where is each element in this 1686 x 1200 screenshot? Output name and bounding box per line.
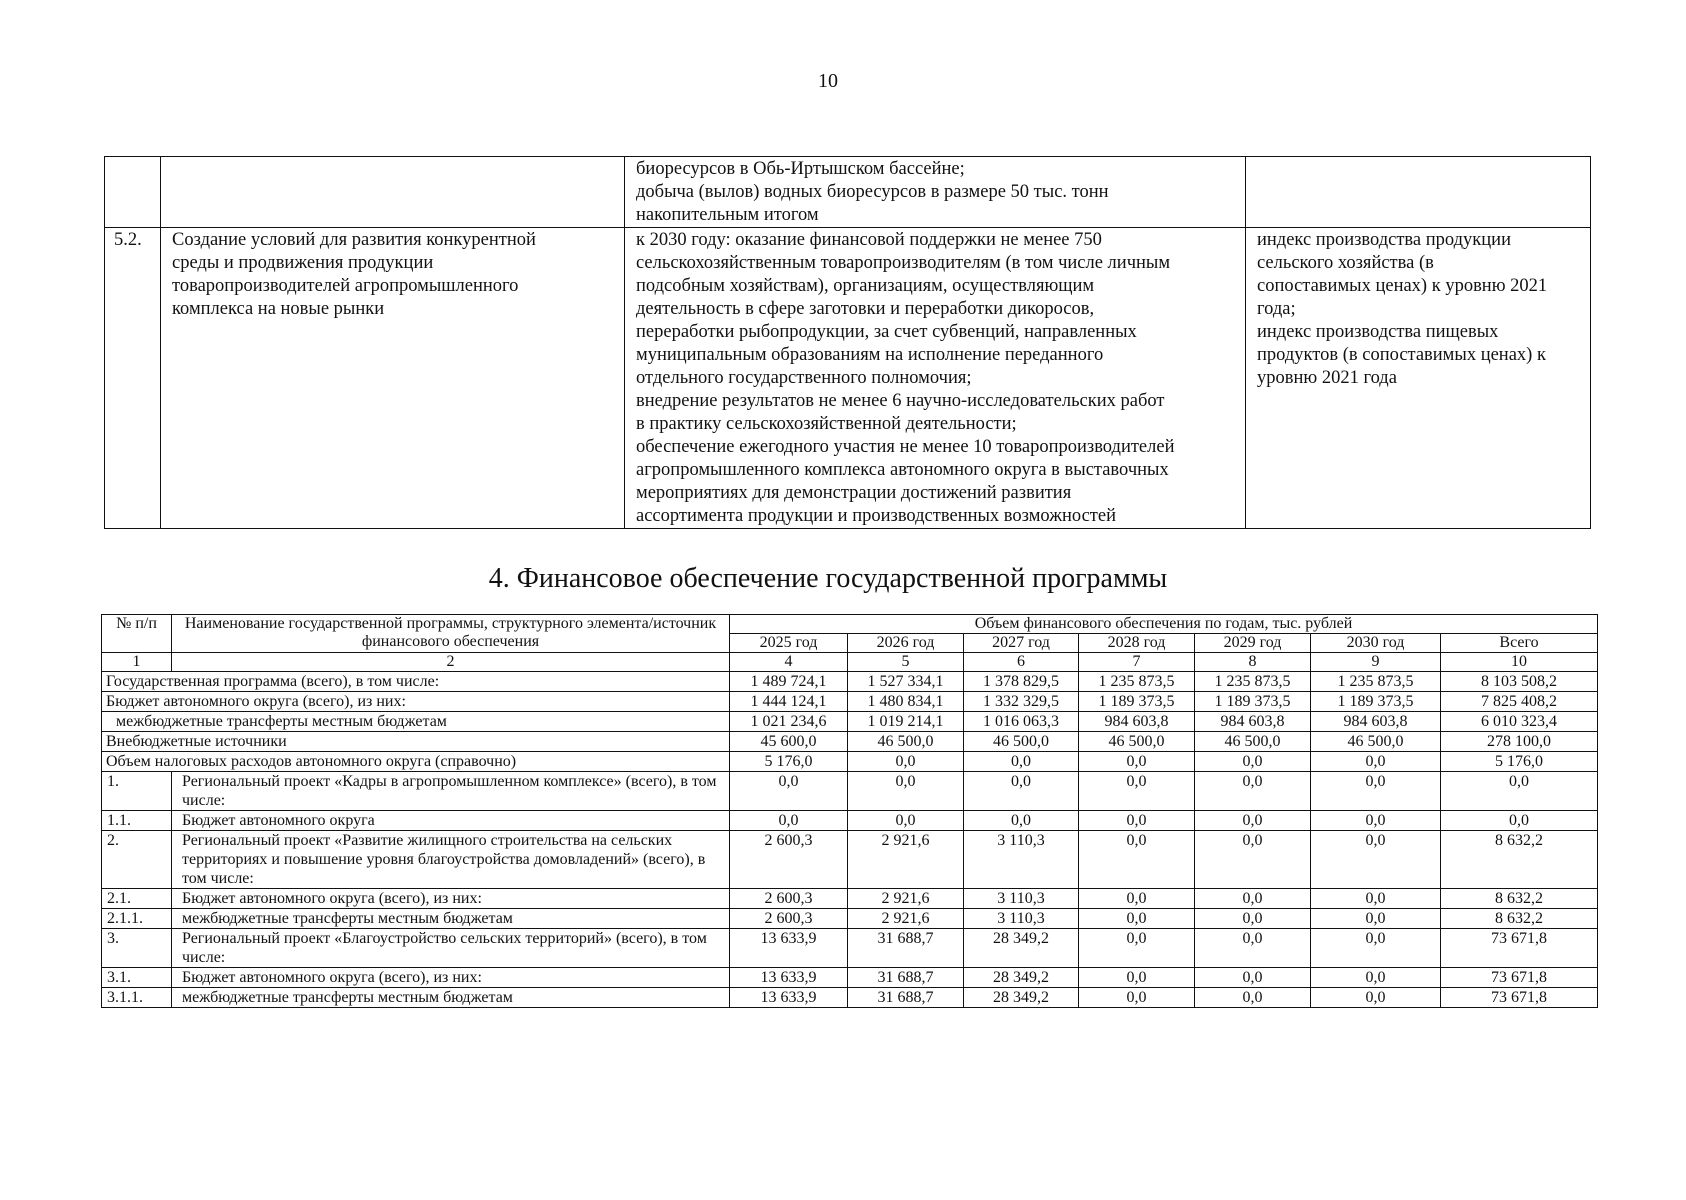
objective-indicators-line: сопоставимых ценах) к уровню 2021	[1257, 276, 1548, 296]
objective-row	[105, 228, 1591, 529]
row-label: межбюджетные трансферты местным бюджетам	[102, 712, 730, 732]
amount-cell: 0,0	[1311, 909, 1441, 929]
amount-cell: 13 633,9	[730, 988, 848, 1008]
amount-cell: 0,0	[1311, 889, 1441, 909]
amount-cell: 2 600,3	[730, 831, 848, 889]
objective-indicators-line: индекс производства продукции	[1257, 230, 1511, 250]
amount-cell: 1 489 724,1	[730, 672, 848, 692]
amount-cell: 1 480 834,1	[848, 692, 964, 712]
finance-item-row	[102, 772, 1598, 811]
header-group: Объем финансового обеспечения по годам, тыс. рублей	[730, 615, 1598, 634]
objective-results	[625, 228, 1246, 529]
finance-summary-row	[102, 752, 1598, 772]
row-label: Внебюджетные источники	[102, 732, 730, 752]
amount-cell: 1 527 334,1	[848, 672, 964, 692]
col-number: 9	[1311, 653, 1441, 672]
amount-cell: 0,0	[1311, 988, 1441, 1008]
amount-cell: 0,0	[1079, 909, 1195, 929]
item-name: Региональный проект «Благоустройство сельских территорий» (всего), в том числе:	[172, 929, 730, 968]
amount-cell: 6 010 323,4	[1441, 712, 1598, 732]
objective-results-line: биоресурсов в Обь-Иртышском бассейне;	[636, 159, 965, 179]
objective-task	[161, 228, 625, 529]
item-number: 2.	[102, 831, 172, 889]
header-year: 2030 год	[1311, 634, 1441, 653]
amount-cell: 8 632,2	[1441, 889, 1598, 909]
amount-cell: 1 021 234,6	[730, 712, 848, 732]
amount-cell: 3 110,3	[964, 909, 1079, 929]
item-name: Бюджет автономного округа (всего), из них:	[172, 889, 730, 909]
col-number: 8	[1195, 653, 1311, 672]
amount-cell: 0,0	[964, 811, 1079, 831]
amount-cell: 0,0	[1079, 811, 1195, 831]
finance-summary-row	[102, 672, 1598, 692]
amount-cell: 73 671,8	[1441, 929, 1598, 968]
amount-cell: 0,0	[1079, 772, 1195, 811]
item-number: 3.1.	[102, 968, 172, 988]
header-year: 2029 год	[1195, 634, 1311, 653]
row-label: Государственная программа (всего), в том числе:	[102, 672, 730, 692]
item-number: 2.1.1.	[102, 909, 172, 929]
col-number: 10	[1441, 653, 1598, 672]
amount-cell: 0,0	[1079, 968, 1195, 988]
amount-cell: 0,0	[1195, 968, 1311, 988]
amount-cell: 1 235 873,5	[1195, 672, 1311, 692]
finance-table-body	[102, 615, 1598, 1008]
finance-summary-row	[102, 692, 1598, 712]
amount-cell: 2 921,6	[848, 889, 964, 909]
objective-indicators-line: индекс производства пищевых	[1257, 322, 1499, 342]
objective-results-line: накопительным итогом	[636, 205, 819, 225]
amount-cell: 1 235 873,5	[1079, 672, 1195, 692]
amount-cell: 2 600,3	[730, 889, 848, 909]
col-number: 2	[172, 653, 730, 672]
amount-cell: 46 500,0	[1195, 732, 1311, 752]
amount-cell: 8 632,2	[1441, 909, 1598, 929]
amount-cell: 1 016 063,3	[964, 712, 1079, 732]
amount-cell: 0,0	[1195, 929, 1311, 968]
finance-item-row	[102, 909, 1598, 929]
header-total: Всего	[1441, 634, 1598, 653]
finance-item-row	[102, 811, 1598, 831]
item-name: межбюджетные трансферты местным бюджетам	[172, 909, 730, 929]
amount-cell: 0,0	[1441, 811, 1598, 831]
objective-task-line: Создание условий для развития конкурентной	[172, 230, 536, 250]
amount-cell: 278 100,0	[1441, 732, 1598, 752]
objectives-table	[104, 156, 1591, 529]
finance-summary-row	[102, 732, 1598, 752]
header-row-top	[102, 615, 1598, 634]
header-name: Наименование государственной программы, структурного элемента/источник финансового обеспечения	[172, 615, 730, 653]
amount-cell: 3 110,3	[964, 831, 1079, 889]
amount-cell: 0,0	[1079, 752, 1195, 772]
amount-cell: 0,0	[848, 811, 964, 831]
amount-cell: 0,0	[1311, 968, 1441, 988]
amount-cell: 0,0	[1195, 988, 1311, 1008]
objective-results-line: сельскохозяйственным товаропроизводителям (в том числе личным	[636, 253, 1171, 273]
amount-cell: 0,0	[1079, 929, 1195, 968]
amount-cell: 2 600,3	[730, 909, 848, 929]
amount-cell: 0,0	[1079, 831, 1195, 889]
amount-cell: 2 921,6	[848, 909, 964, 929]
item-name: межбюджетные трансферты местным бюджетам	[172, 988, 730, 1008]
amount-cell: 1 332 329,5	[964, 692, 1079, 712]
header-year: 2027 год	[964, 634, 1079, 653]
objective-task-line: товаропроизводителей агропромышленного	[172, 276, 519, 296]
item-number: 3.1.1.	[102, 988, 172, 1008]
objective-task	[161, 157, 625, 228]
amount-cell: 46 500,0	[1079, 732, 1195, 752]
amount-cell: 73 671,8	[1441, 968, 1598, 988]
amount-cell: 28 349,2	[964, 968, 1079, 988]
objective-results-line: ассортимента продукции и производственных возможностей	[636, 506, 1116, 526]
amount-cell: 28 349,2	[964, 988, 1079, 1008]
amount-cell: 8 103 508,2	[1441, 672, 1598, 692]
amount-cell: 1 019 214,1	[848, 712, 964, 732]
col-number: 6	[964, 653, 1079, 672]
objective-number	[105, 157, 161, 228]
amount-cell: 1 235 873,5	[1311, 672, 1441, 692]
col-number: 4	[730, 653, 848, 672]
amount-cell: 45 600,0	[730, 732, 848, 752]
objective-results-line: добыча (вылов) водных биоресурсов в размере 50 тыс. тонн	[636, 182, 1109, 202]
objective-indicators-line: года;	[1257, 299, 1296, 319]
objective-results-line: обеспечение ежегодного участия не менее 10 товаропроизводителей	[636, 437, 1175, 457]
objective-results-line: внедрение результатов не менее 6 научно-исследовательских работ	[636, 391, 1165, 411]
header-num: № п/п	[102, 615, 172, 653]
objective-results	[625, 157, 1246, 228]
amount-cell: 0,0	[1195, 752, 1311, 772]
amount-cell: 31 688,7	[848, 988, 964, 1008]
amount-cell: 0,0	[848, 752, 964, 772]
amount-cell: 7 825 408,2	[1441, 692, 1598, 712]
amount-cell: 0,0	[964, 772, 1079, 811]
finance-table	[101, 614, 1598, 1008]
item-name: Региональный проект «Развитие жилищного строительства на сельских территориях и повышение уровня благоустройства домовладений» (всего), в том числе:	[172, 831, 730, 889]
objective-indicators-line: уровню 2021 года	[1257, 368, 1397, 388]
item-number: 2.1.	[102, 889, 172, 909]
header-year: 2025 год	[730, 634, 848, 653]
amount-cell: 0,0	[1195, 811, 1311, 831]
objective-results-line: отдельного государственного полномочия;	[636, 368, 972, 388]
amount-cell: 1 444 124,1	[730, 692, 848, 712]
objective-results-line: мероприятиях для демонстрации достижений развития	[636, 483, 1072, 503]
col-number: 1	[102, 653, 172, 672]
objective-results-line: в практику сельскохозяйственной деятельности;	[636, 414, 1017, 434]
finance-item-row	[102, 831, 1598, 889]
header-year: 2026 год	[848, 634, 964, 653]
objective-results-line: деятельность в сфере заготовки и переработки дикоросов,	[636, 299, 1095, 319]
amount-cell: 73 671,8	[1441, 988, 1598, 1008]
objective-number: 5.2.	[105, 228, 161, 529]
header-year: 2028 год	[1079, 634, 1195, 653]
amount-cell: 0,0	[730, 811, 848, 831]
amount-cell: 2 921,6	[848, 831, 964, 889]
item-number: 1.	[102, 772, 172, 811]
amount-cell: 0,0	[1311, 831, 1441, 889]
amount-cell: 0,0	[730, 772, 848, 811]
amount-cell: 8 632,2	[1441, 831, 1598, 889]
amount-cell: 1 189 373,5	[1079, 692, 1195, 712]
amount-cell: 0,0	[1195, 772, 1311, 811]
amount-cell: 0,0	[1311, 929, 1441, 968]
amount-cell: 0,0	[1311, 772, 1441, 811]
objective-row	[105, 157, 1591, 228]
page-number: 10	[818, 70, 838, 92]
objective-indicators	[1246, 157, 1591, 228]
amount-cell: 1 189 373,5	[1311, 692, 1441, 712]
objective-results-line: к 2030 году: оказание финансовой поддержки не менее 750	[636, 230, 1102, 250]
objective-results-line: переработки рыбопродукции, за счет субвенций, направленных	[636, 322, 1137, 342]
amount-cell: 28 349,2	[964, 929, 1079, 968]
finance-summary-row	[102, 712, 1598, 732]
amount-cell: 0,0	[1079, 988, 1195, 1008]
amount-cell: 0,0	[1195, 909, 1311, 929]
col-number: 7	[1079, 653, 1195, 672]
amount-cell: 1 189 373,5	[1195, 692, 1311, 712]
amount-cell: 13 633,9	[730, 929, 848, 968]
row-label: Бюджет автономного округа (всего), из них:	[102, 692, 730, 712]
amount-cell: 984 603,8	[1311, 712, 1441, 732]
finance-item-row	[102, 968, 1598, 988]
amount-cell: 0,0	[1311, 752, 1441, 772]
objective-results-line: муниципальным образованиям на исполнение переданного	[636, 345, 1104, 365]
row-label: Объем налоговых расходов автономного округа (справочно)	[102, 752, 730, 772]
amount-cell: 0,0	[1195, 831, 1311, 889]
amount-cell: 0,0	[1195, 889, 1311, 909]
amount-cell: 31 688,7	[848, 968, 964, 988]
objective-task-line: комплекса на новые рынки	[172, 299, 385, 319]
objective-indicators-line: сельского хозяйства (в	[1257, 253, 1434, 273]
objective-task-line: среды и продвижения продукции	[172, 253, 434, 273]
amount-cell: 46 500,0	[1311, 732, 1441, 752]
objective-results-line: агропромышленного комплекса автономного округа в выставочных	[636, 460, 1169, 480]
amount-cell: 984 603,8	[1195, 712, 1311, 732]
amount-cell: 1 378 829,5	[964, 672, 1079, 692]
item-number: 1.1.	[102, 811, 172, 831]
section-title: 4. Финансовое обеспечение государственной программы	[488, 563, 1168, 594]
amount-cell: 31 688,7	[848, 929, 964, 968]
item-name: Региональный проект «Кадры в агропромышленном комплексе» (всего), в том числе:	[172, 772, 730, 811]
item-name: Бюджет автономного округа	[172, 811, 730, 831]
header-row-numbers	[102, 653, 1598, 672]
objective-results-line: подсобным хозяйствам), организациям, осуществляющим	[636, 276, 1095, 296]
amount-cell: 0,0	[1079, 889, 1195, 909]
amount-cell: 13 633,9	[730, 968, 848, 988]
finance-item-row	[102, 889, 1598, 909]
amount-cell: 3 110,3	[964, 889, 1079, 909]
item-number: 3.	[102, 929, 172, 968]
amount-cell: 5 176,0	[1441, 752, 1598, 772]
finance-item-row	[102, 988, 1598, 1008]
objective-indicators	[1246, 228, 1591, 529]
objective-indicators-line: продуктов (в сопоставимых ценах) к	[1257, 345, 1546, 365]
amount-cell: 0,0	[964, 752, 1079, 772]
amount-cell: 0,0	[848, 772, 964, 811]
objectives-table-body	[105, 157, 1591, 529]
item-name: Бюджет автономного округа (всего), из них:	[172, 968, 730, 988]
amount-cell: 0,0	[1441, 772, 1598, 811]
amount-cell: 46 500,0	[848, 732, 964, 752]
finance-item-row	[102, 929, 1598, 968]
amount-cell: 984 603,8	[1079, 712, 1195, 732]
amount-cell: 5 176,0	[730, 752, 848, 772]
amount-cell: 46 500,0	[964, 732, 1079, 752]
col-number: 5	[848, 653, 964, 672]
amount-cell: 0,0	[1311, 811, 1441, 831]
